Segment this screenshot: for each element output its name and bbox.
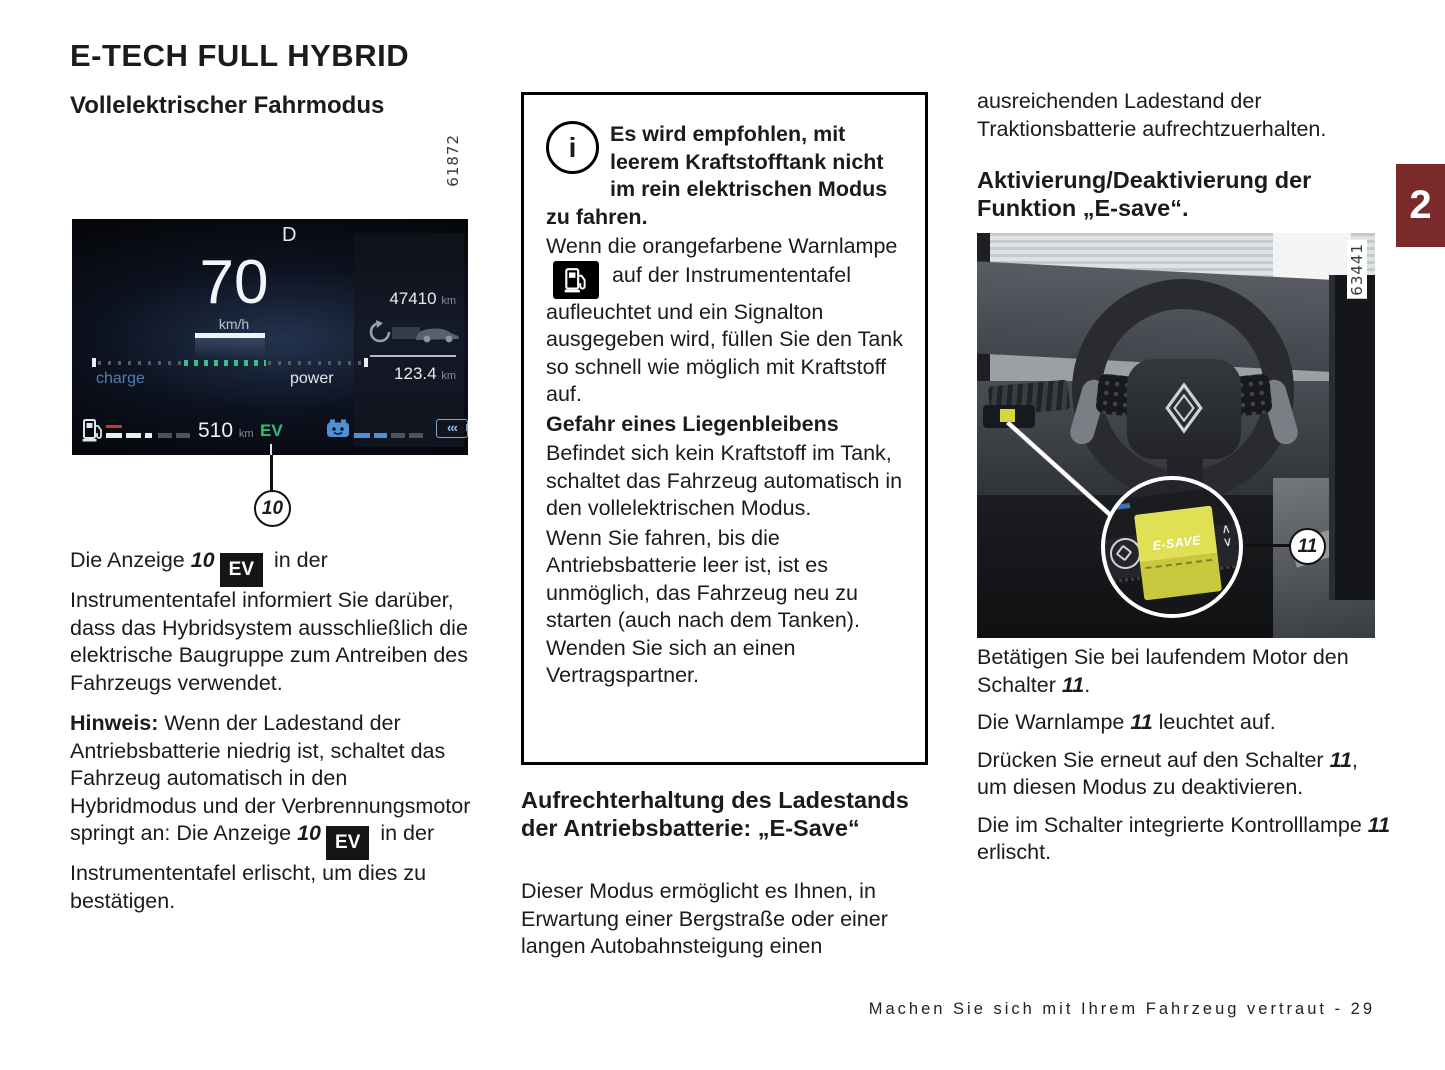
callout-line-10 — [270, 455, 273, 491]
speed-unit: km/h — [218, 316, 250, 332]
note-label: Hinweis: — [70, 711, 159, 735]
paragraph: Wenn die orangefarbene Warnlampe auf der Instrumententafel aufleuchtet und ein Signalton ausgegeben wird, füllen Sie den Tank so schnell wie möglich mit Kraftstoff auf. — [546, 234, 903, 406]
divider-line — [370, 355, 456, 357]
fuel-segment-empty — [176, 433, 190, 438]
paragraph: Betätigen Sie bei laufendem Motor den Schalter 11. — [977, 645, 1349, 697]
activation-heading: Aktivierung/Deaktivierung der Funktion „E-save“. — [977, 167, 1312, 221]
info-icon-wrap — [546, 121, 610, 201]
gauge-end-dot — [364, 358, 368, 367]
ev-indicator: EV — [260, 421, 283, 440]
magnifier-inset — [1101, 476, 1243, 618]
right-column-text — [977, 644, 1391, 877]
odometer: 47410 km — [389, 289, 456, 308]
paragraph: Die Warnlampe 11 leuchtet auf. — [977, 710, 1276, 734]
esave-button-label: E-SAVE — [1151, 533, 1202, 553]
info-icon: i — [546, 121, 599, 174]
callout-line-11 — [1245, 544, 1291, 547]
trip-distance: 123.4 km — [394, 364, 456, 383]
charge-label: charge — [96, 370, 145, 387]
gauge-dots-left — [98, 361, 184, 365]
gear-indicator: D — [282, 224, 297, 246]
ev-indicator-badge: EV — [326, 826, 369, 860]
battery-segment-empty — [409, 433, 423, 438]
power-gauge-glow — [195, 338, 265, 358]
figure-number: 61872 — [444, 134, 462, 187]
item-reference: 10 — [297, 821, 322, 845]
fuel-warning-icon — [553, 261, 599, 299]
callout-10: 10 — [254, 490, 291, 527]
info-subheading: Gefahr eines Liegenbleibens — [546, 411, 839, 436]
gauge-dots-center — [184, 360, 266, 366]
fuel-segment-empty — [158, 433, 172, 438]
battery-segment — [374, 433, 387, 438]
paragraph: Die im Schalter integrierte Kontrolllampe 11 erlischt. — [977, 812, 1391, 864]
odometer-unit: km — [441, 295, 456, 307]
speed-value: 70 — [199, 248, 269, 317]
item-reference: 11 — [1367, 812, 1391, 837]
info-box — [521, 92, 928, 765]
renault-logo-icon — [1163, 381, 1205, 435]
item-reference: 10 — [190, 548, 215, 572]
rocker-chevrons — [1220, 522, 1233, 549]
range-unit: km — [238, 428, 254, 440]
battery-segment — [354, 433, 370, 438]
steering-wheel-figure — [977, 233, 1375, 638]
item-reference: 11 — [1130, 710, 1153, 734]
traction-battery-icon — [326, 419, 350, 438]
esave-section-body: Dieser Modus ermöglicht es Ihnen, in Erwartung einer Bergstraße oder einer langen Autobahnsteigung einen — [521, 879, 888, 958]
paragraph: Die Anzeige 10 EV in der Instrumententafel informiert Sie darüber, dass das Hybridsystem ausschließlich die elektrische Baugruppe zum Antreiben des Fahrzeugs verwendet. — [70, 548, 468, 695]
left-column-text — [70, 547, 476, 928]
item-reference: 11 — [1329, 747, 1352, 772]
paragraph: Hinweis: Wenn der Ladestand der Antriebsbatterie niedrig ist, schaltet das Fahrzeug automatisch in den Hybridmodus und der Verbrennungsmotor springt an: Die Anzeige 10 EV in der Instrumententafel erlischt, um dies zu bestätigen. — [70, 711, 471, 913]
fuel-level-red-mark — [106, 425, 122, 428]
car-icon — [368, 317, 460, 349]
esave-switch-highlight — [1000, 409, 1015, 422]
power-label: power — [290, 370, 334, 387]
stitch-line — [1146, 559, 1213, 569]
battery-segment-empty — [391, 433, 405, 438]
trip-unit: km — [441, 370, 456, 382]
page-title: E-TECH FULL HYBRID — [70, 38, 410, 73]
instrument-cluster-figure — [72, 219, 468, 455]
fuel-segment — [145, 433, 152, 438]
esave-section-heading: Aufrechterhaltung des Ladestands der Antriebsbatterie: „E-Save“ — [521, 787, 909, 841]
fuel-segment — [126, 433, 141, 438]
info-intro: Es wird empfohlen, mit leerem Kraftstofftank nicht im rein elektrischen Modus zu fahren. — [546, 122, 888, 229]
fuel-pump-icon — [82, 417, 104, 443]
continuation-text: ausreichenden Ladestand der Traktionsbatterie aufrechtzuerhalten. — [977, 89, 1327, 141]
item-reference: 11 — [1061, 672, 1085, 697]
gauge-end-dot — [92, 358, 96, 367]
section-heading: Vollelektrischer Fahrmodus — [70, 92, 385, 119]
up-chevron-icon: ∧ — [1220, 520, 1232, 537]
figure-number: 63441 — [1347, 240, 1367, 299]
battery-terminal — [466, 424, 468, 431]
ev-indicator-badge: EV — [220, 553, 263, 587]
paragraph: Drücken Sie erneut auf den Schalter 11, um diesen Modus zu deaktivieren. — [977, 747, 1358, 799]
paragraph: Wenn Sie fahren, bis die Antriebsbatterie leer ist, ist es unmöglich, das Fahrzeug neu zu starten (auch nach dem Tanken). Wenden Sie sich an einen Vertragspartner. — [546, 525, 860, 687]
ev-callout-stub — [270, 444, 272, 455]
down-chevron-icon: ∨ — [1221, 533, 1234, 550]
gauge-dots-right — [268, 361, 362, 365]
cluster-right-panel — [354, 233, 464, 447]
infotainment-screen — [1329, 275, 1375, 600]
callout-11: 11 — [1289, 528, 1326, 565]
paragraph: Befindet sich kein Kraftstoff im Tank, schaltet das Fahrzeug automatisch in den vollelektrischen Modus. — [546, 441, 903, 520]
battery-charging-icon: ‹‹‹ — [436, 419, 468, 438]
fuel-range: 510 km — [198, 419, 254, 442]
esave-button[interactable] — [1134, 506, 1222, 601]
fuel-segment — [106, 433, 122, 438]
page-footer: Machen Sie sich mit Ihrem Fahrzeug vertraut - 29 — [868, 1000, 1375, 1018]
chapter-tab[interactable]: 2 — [1396, 164, 1445, 247]
